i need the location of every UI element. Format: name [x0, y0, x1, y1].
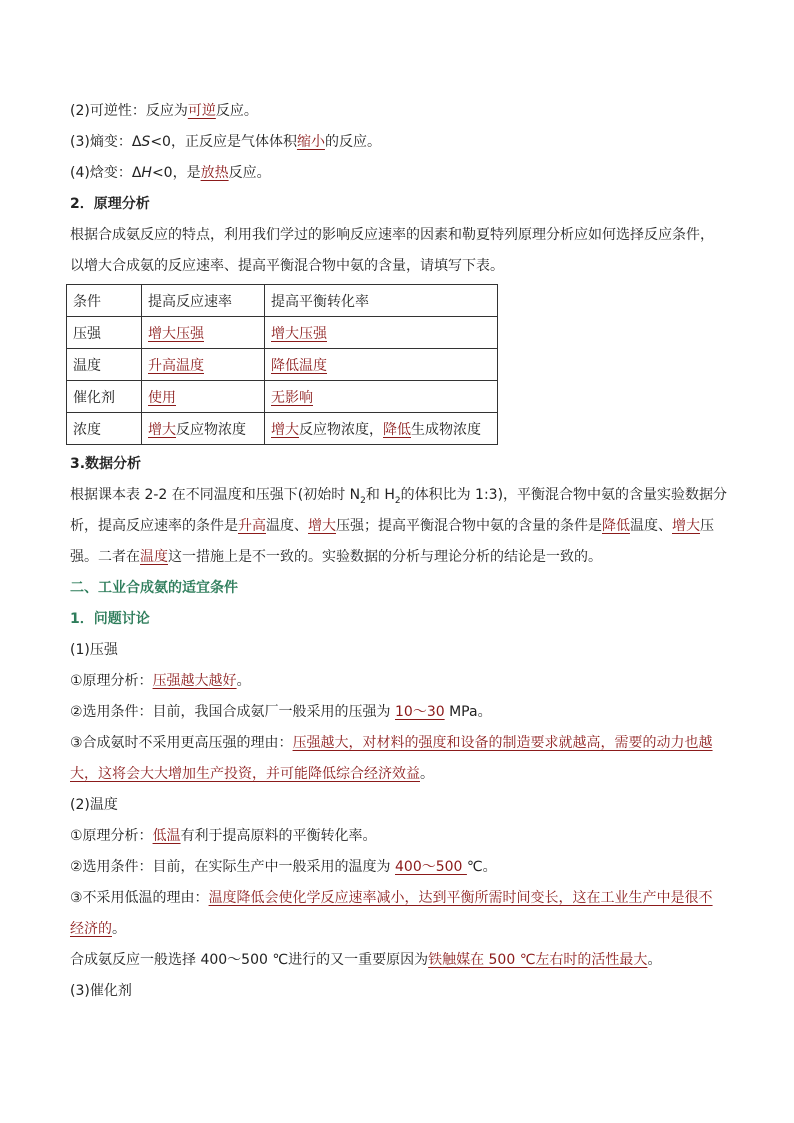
answer: 升高 [238, 518, 266, 534]
answer: 温度降低会使化学反应速率减小，达到平衡所需时间变长，这在工业生产中是很不 [208, 890, 713, 906]
table-header-row [67, 285, 498, 317]
text: 的体积比为 1:3)，平衡混合物中氨的含量实验数据分 [400, 487, 728, 503]
entropy-line [70, 127, 730, 158]
answer: 增大 [672, 518, 700, 534]
entropy-symbol: S [141, 134, 151, 150]
cell-equilibrium [265, 381, 498, 413]
answer-exothermic: 放热 [200, 165, 229, 181]
temperature-principle [70, 821, 730, 852]
header-condition: 条件 [67, 285, 142, 317]
cell-rate [142, 317, 265, 349]
table-row [67, 413, 498, 445]
principle-paragraph-1: 根据合成氨反应的特点，利用我们学过的影响反应速率的因素和勒夏特列原理分析应如何选择反应条件， [70, 227, 714, 243]
pressure-principle [70, 666, 730, 697]
enthalpy-symbol: H [141, 165, 152, 181]
text: ①原理分析： [70, 673, 153, 689]
answer: 降低 [602, 518, 630, 534]
pressure-reason-line-1 [70, 728, 730, 759]
data-analysis-heading: 3.数据分析 [70, 456, 142, 472]
answer-shrink: 缩小 [296, 134, 325, 150]
text: 。 [647, 952, 662, 968]
text: 。 [236, 673, 251, 689]
text: (4)焓变：Δ [70, 165, 142, 181]
enthalpy-line [70, 158, 730, 189]
answer: 使用 [148, 389, 176, 406]
cell-rate [142, 381, 265, 413]
cell-equilibrium [265, 413, 498, 445]
answer: 压强越大越好 [152, 673, 237, 689]
pressure-heading: (1)压强 [70, 642, 118, 658]
text: 根据课本表 2-2 在不同温度和压强下(初始时 N [70, 487, 361, 503]
text: 温度、 [266, 518, 308, 534]
text: 有利于提高原料的平衡转化率。 [180, 828, 377, 844]
text: 生成物浓度 [411, 421, 481, 438]
answer: 增大 [308, 518, 336, 534]
answer: 升高温度 [148, 357, 204, 374]
data-analysis-line-2 [70, 511, 730, 542]
answer: 压强越大，对材料的强度和设备的制造要求就越高，需要的动力也越 [292, 735, 713, 751]
data-analysis-line-3 [70, 542, 730, 573]
text: ℃。 [466, 859, 497, 875]
text: 温度、 [630, 518, 672, 534]
temperature-reason-line-2 [70, 914, 730, 945]
text: 。 [420, 766, 434, 782]
data-analysis-line-1 [70, 480, 730, 511]
answer: 10～30 [395, 704, 445, 720]
cell-rate [142, 349, 265, 381]
temperature-heading: (2)温度 [70, 797, 118, 813]
text: ②选用条件：目前，我国合成氨厂一般采用的压强为 [70, 704, 395, 720]
text: (2)可逆性：反应为 [70, 103, 188, 119]
text: 析，提高反应速率的条件是 [70, 518, 238, 534]
principle-paragraph-2: 以增大合成氨的反应速率、提高平衡混合物中氨的含量，请填写下表。 [70, 258, 504, 274]
table-row [67, 317, 498, 349]
problem-discussion-heading: 1．问题讨论 [70, 611, 150, 627]
answer: 降低 [383, 421, 411, 438]
text: 强。二者在 [70, 549, 140, 565]
text: 合成氨反应一般选择 400～500 ℃进行的又一重要原因为 [70, 952, 429, 968]
text: ①原理分析： [70, 828, 153, 844]
temperature-extra-reason [70, 945, 730, 976]
text: ②选用条件：目前，在实际生产中一般采用的温度为 [70, 859, 395, 875]
answer: 低温 [152, 828, 181, 844]
reversibility-line [70, 96, 730, 127]
header-rate: 提高反应速率 [142, 285, 265, 317]
text: 反应。 [228, 165, 271, 181]
cell-condition: 浓度 [67, 413, 142, 445]
table-row [67, 381, 498, 413]
section-2-heading: 二、工业合成氨的适宜条件 [70, 580, 238, 596]
answer: 经济的 [70, 921, 112, 937]
answer: 无影响 [271, 389, 313, 406]
subscript: 2 [360, 495, 366, 506]
answer: 大，这将会大大增加生产投资，并可能降低综合经济效益 [70, 766, 420, 782]
cell-rate [142, 413, 265, 445]
cell-equilibrium [265, 317, 498, 349]
principle-heading: 2．原理分析 [70, 196, 150, 212]
header-equilibrium: 提高平衡转化率 [265, 285, 498, 317]
text: 压 [700, 518, 714, 534]
text: ③不采用低温的理由： [70, 890, 209, 906]
cell-condition: 催化剂 [67, 381, 142, 413]
answer: 增大 [271, 421, 299, 438]
temperature-selection [70, 852, 730, 883]
document-page [70, 96, 730, 1007]
text: ③合成氨时不采用更高压强的理由： [70, 735, 293, 751]
answer: 增大 [148, 421, 176, 438]
text: <0，是 [151, 165, 201, 181]
text: 这一措施上是不一致的。实验数据的分析与理论分析的结论是一致的。 [168, 549, 602, 565]
text: 和 H [365, 487, 395, 503]
answer: 降低温度 [271, 357, 327, 374]
answer: 400～500 [395, 859, 467, 875]
temperature-reason-line-1 [70, 883, 730, 914]
answer: 增大压强 [271, 325, 327, 342]
catalyst-heading: (3)催化剂 [70, 983, 132, 999]
subscript: 2 [394, 495, 401, 506]
text: (3)熵变：Δ [70, 134, 142, 150]
table-row [67, 349, 498, 381]
text: 反应。 [215, 103, 258, 119]
cell-equilibrium [265, 349, 498, 381]
answer-reversible: 可逆 [187, 103, 216, 119]
text: 。 [112, 921, 126, 937]
pressure-reason-line-2 [70, 759, 730, 790]
text: 反应物浓度 [176, 421, 246, 438]
text: 的反应。 [324, 134, 381, 150]
answer: 增大压强 [148, 325, 204, 342]
cell-condition: 压强 [67, 317, 142, 349]
text: MPa。 [444, 704, 492, 720]
answer: 铁触媒在 500 ℃左右时的活性最大 [428, 952, 648, 968]
text: 反应物浓度， [299, 421, 383, 438]
text: 压强；提高平衡混合物中氨的含量的条件是 [336, 518, 602, 534]
answer: 温度 [140, 549, 168, 565]
cell-condition: 温度 [67, 349, 142, 381]
text: <0，正反应是气体体积 [150, 134, 297, 150]
conditions-table [66, 284, 498, 445]
pressure-selection [70, 697, 730, 728]
